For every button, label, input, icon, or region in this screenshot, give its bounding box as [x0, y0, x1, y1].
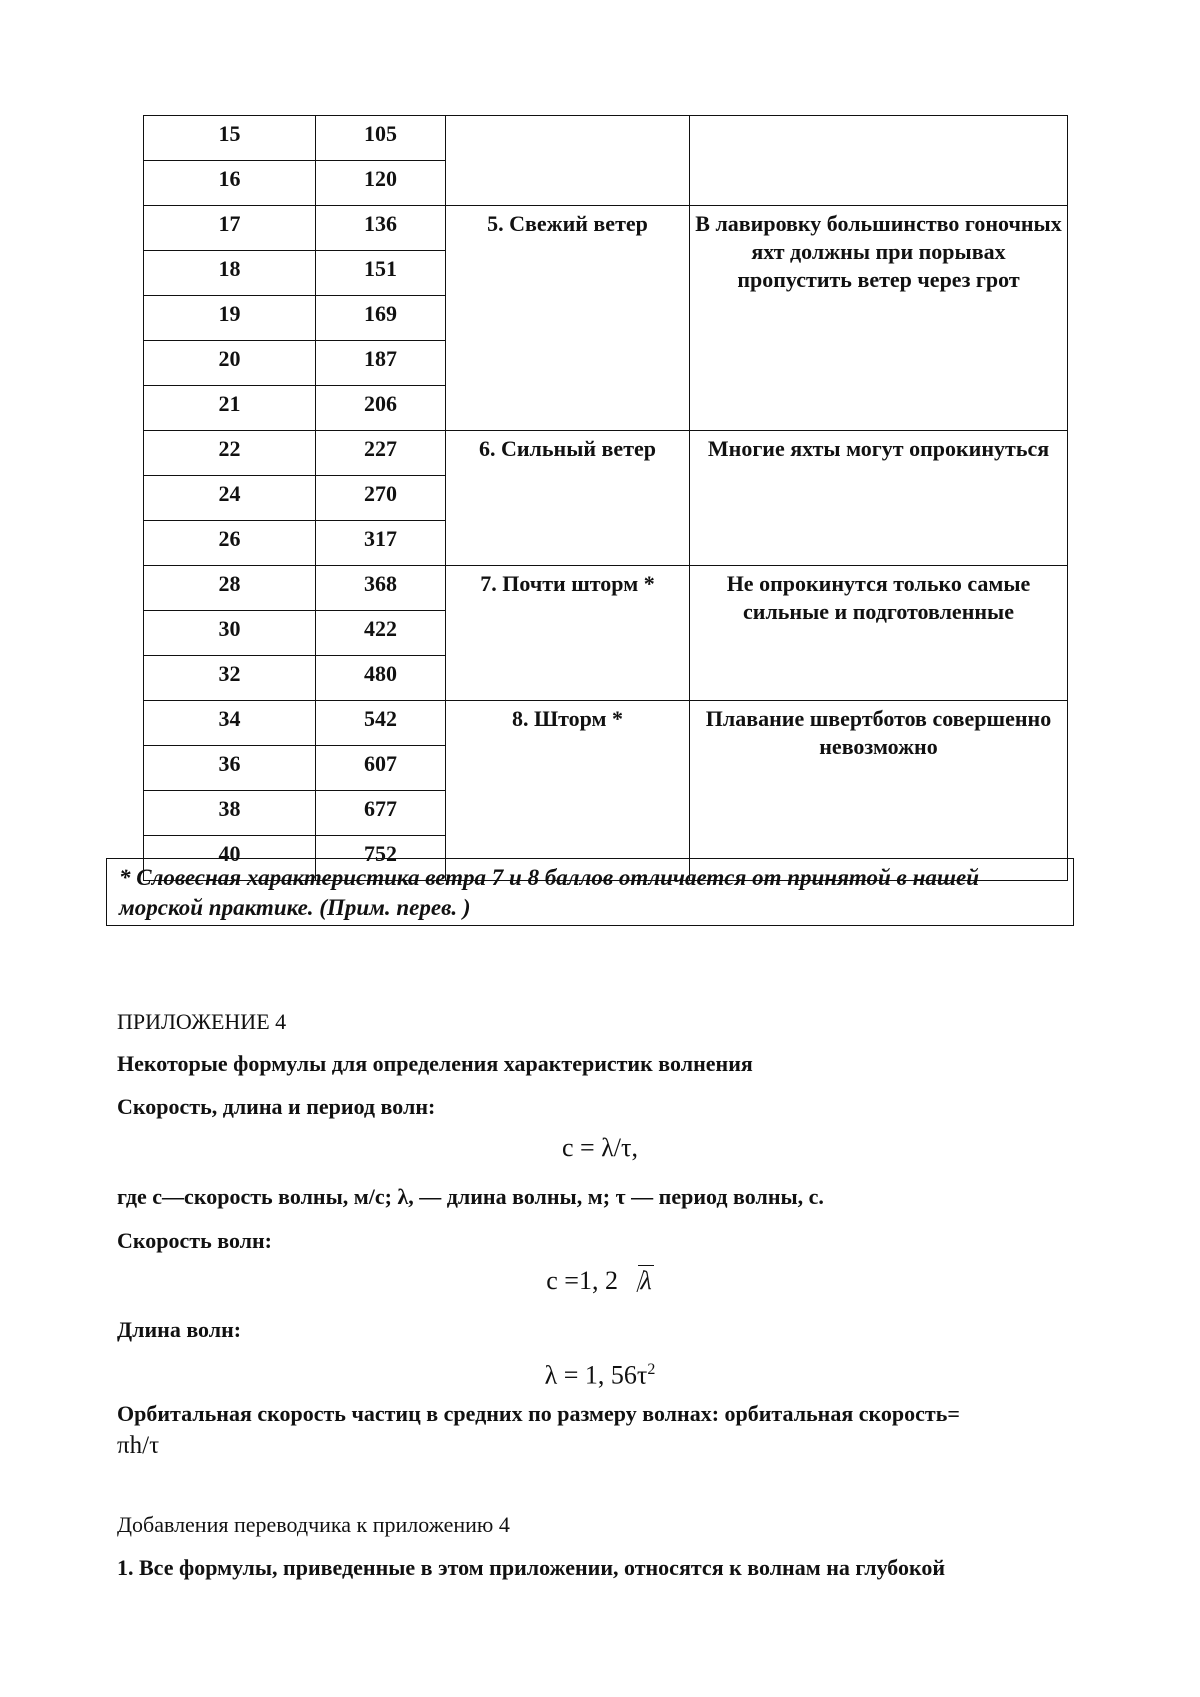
formula-speed: c = λ/τ,: [562, 1133, 638, 1162]
pressure-cell: 368: [316, 566, 446, 611]
wind-scale-table: [143, 115, 1068, 881]
formula-wave-speed: [0, 1264, 1200, 1298]
force-cell: 7. Почти шторм *: [446, 566, 690, 701]
speed-cell: 18: [144, 251, 316, 296]
speed-cell: 40: [144, 836, 316, 881]
pressure-cell: 270: [316, 476, 446, 521]
pressure-cell: 206: [316, 386, 446, 431]
description-cell: Плавание швертботов совершенно невозможно: [690, 701, 1068, 881]
table-row: [144, 206, 1068, 251]
table-row: [144, 116, 1068, 161]
pressure-cell: 607: [316, 746, 446, 791]
section-speed-length-period: Скорость, длина и период волн:: [117, 1094, 436, 1119]
speed-cell: 21: [144, 386, 316, 431]
speed-cell: 16: [144, 161, 316, 206]
force-cell: 5. Свежий ветер: [446, 206, 690, 431]
force-cell: [446, 116, 690, 206]
pressure-cell: 480: [316, 656, 446, 701]
pressure-cell: 120: [316, 161, 446, 206]
pressure-cell: 105: [316, 116, 446, 161]
formula-legend: где с—скорость волны, м/с; λ, — длина волны, м; τ — период волны, с.: [117, 1184, 824, 1209]
pressure-cell: 317: [316, 521, 446, 566]
speed-cell: 36: [144, 746, 316, 791]
description-cell: Не опрокинутся только самые сильные и подготовленные: [690, 566, 1068, 701]
pressure-cell: 752: [316, 836, 446, 881]
speed-cell: 17: [144, 206, 316, 251]
orbital-speed-formula: πh/τ: [117, 1432, 160, 1459]
appendix-heading: Некоторые формулы для определения характеристик волнения: [117, 1051, 753, 1076]
section-wave-speed: Скорость волн:: [117, 1228, 272, 1253]
speed-cell: 15: [144, 116, 316, 161]
appendix-title: ПРИЛОЖЕНИЕ 4: [117, 1009, 287, 1034]
translator-additions-title: Добавления переводчика к приложению 4: [117, 1512, 510, 1537]
speed-cell: 34: [144, 701, 316, 746]
speed-cell: 19: [144, 296, 316, 341]
speed-cell: 30: [144, 611, 316, 656]
speed-cell: 26: [144, 521, 316, 566]
speed-cell: 24: [144, 476, 316, 521]
force-cell: 6. Сильный ветер: [446, 431, 690, 566]
pressure-cell: 542: [316, 701, 446, 746]
description-cell: Многие яхты могут опрокинуться: [690, 431, 1068, 566]
table-row: [144, 431, 1068, 476]
pressure-cell: 136: [316, 206, 446, 251]
root-argument: λ: [640, 1266, 652, 1295]
square-root: [624, 1264, 653, 1298]
force-cell: 8. Шторм *: [446, 701, 690, 881]
formula-wave-length: [0, 1353, 1200, 1393]
translator-item-1: 1. Все формулы, приведенные в этом приложении, относятся к волнам на глубокой: [117, 1555, 946, 1580]
orbital-speed-text: Орбитальная скорость частиц в средних по размеру волнах: орбитальная скорость=: [117, 1401, 960, 1426]
pressure-cell: 227: [316, 431, 446, 476]
speed-cell: 20: [144, 341, 316, 386]
footnote-box: * Словесная характеристика ветра 7 и 8 баллов отличается от принятой в нашей морской практике. (Прим. перев. ): [106, 858, 1074, 926]
formula-prefix: c =1, 2: [546, 1266, 618, 1295]
pressure-cell: 422: [316, 611, 446, 656]
description-cell: [690, 116, 1068, 206]
pressure-cell: 169: [316, 296, 446, 341]
description-cell: В лавировку большинство гоночных яхт должны при порывах пропустить ветер через грот: [690, 206, 1068, 431]
section-wave-length: Длина волн:: [117, 1317, 242, 1342]
pressure-cell: 677: [316, 791, 446, 836]
formula-base: λ = 1, 56τ: [544, 1360, 648, 1390]
speed-cell: 38: [144, 791, 316, 836]
speed-cell: 32: [144, 656, 316, 701]
speed-cell: 28: [144, 566, 316, 611]
speed-cell: 22: [144, 431, 316, 476]
pressure-cell: 187: [316, 341, 446, 386]
formula-exponent: 2: [647, 1361, 656, 1378]
table-row: [144, 566, 1068, 611]
pressure-cell: 151: [316, 251, 446, 296]
table-row: [144, 701, 1068, 746]
